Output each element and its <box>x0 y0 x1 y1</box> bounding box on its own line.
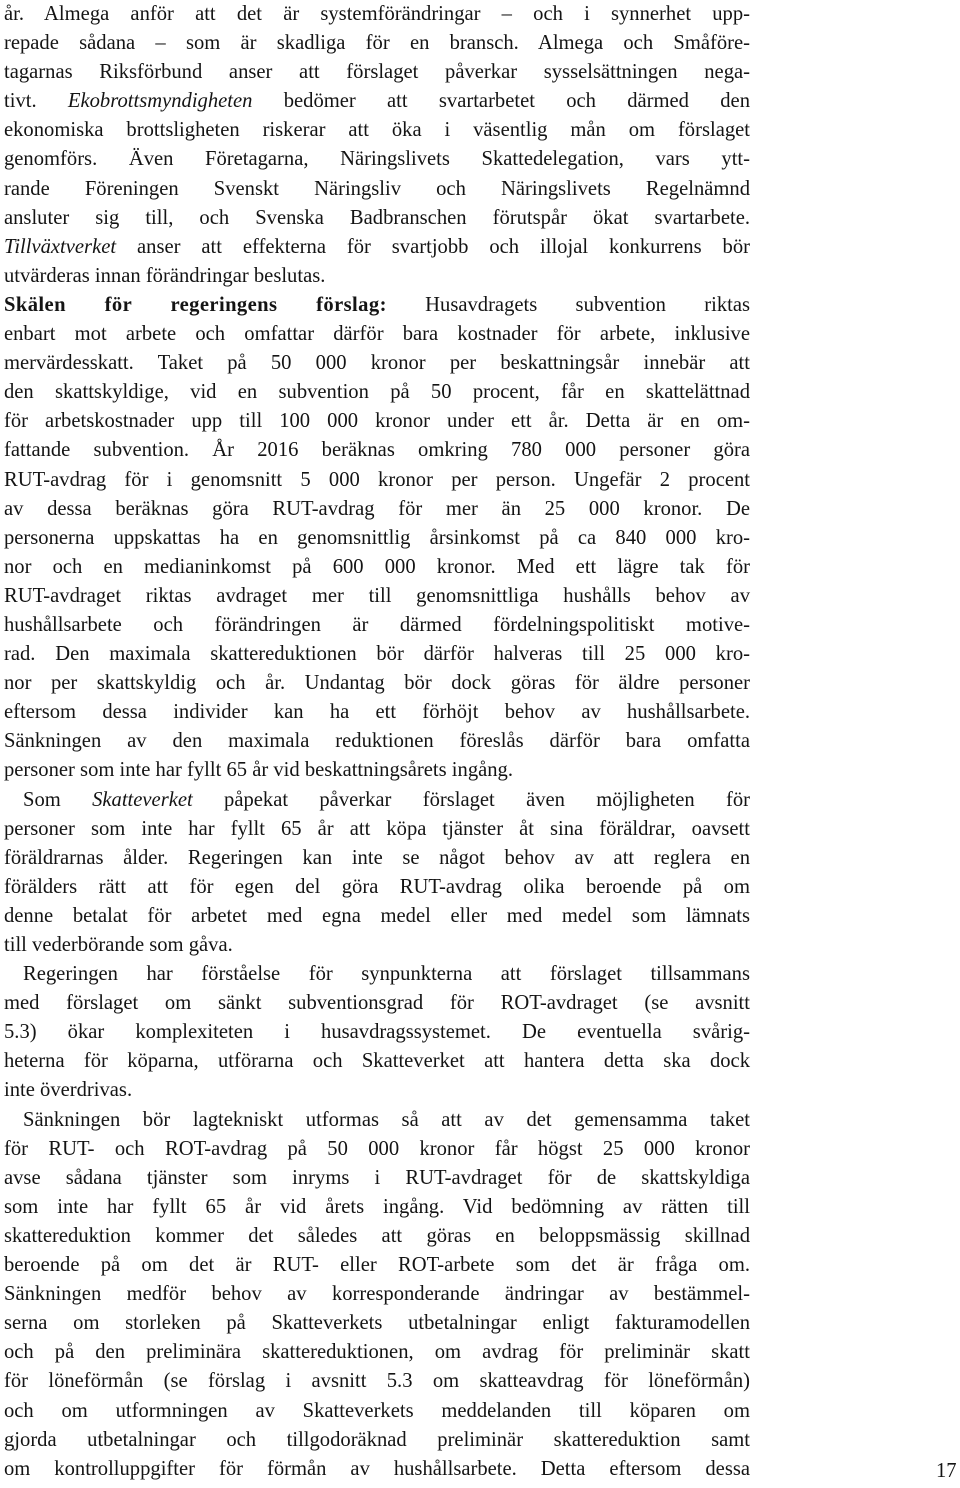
text-line: personer som inte har fyllt 65 år att köpa tjänster åt sina föräldrar, oavsett <box>4 817 750 840</box>
text-line: tagarnas Riksförbund anser att förslaget påverkar sysselsättningen nega- <box>4 61 750 84</box>
text-line: förälders rätt att för egen del göra RUT-avdrag olika beroende på om <box>4 875 750 898</box>
page-number: 17 <box>936 1460 957 1482</box>
text-line: föräldrarnas ålder. Regeringen kan inte se något behov av att reglera en <box>4 846 750 869</box>
text-line: Som Skatteverket påpekat påverkar förslaget även möjligheten för <box>23 788 750 811</box>
agency-name: Skatteverket <box>92 788 193 811</box>
body-text <box>4 0 750 1484</box>
text-line: för arbetskostnader upp till 100 000 kronor under ett år. Detta är en om- <box>4 410 750 433</box>
text-line: av dessa beräknas göra RUT-avdrag för mer än 25 000 kronor. De <box>4 497 750 520</box>
text-line: denne betalat för arbetet med egna medel eller med medel som lämnats <box>4 904 750 927</box>
text-line: Sänkningen medför behov av korresponderande ändringar av bestämmel- <box>4 1283 750 1306</box>
text-line: och om utformningen av Skatteverkets meddelanden till köparen om <box>4 1399 750 1422</box>
text-line: mervärdesskatt. Taket på 50 000 kronor per beskattningsår innebär att <box>4 352 750 375</box>
text-line: RUT-avdraget riktas avdraget mer till genomsnittliga hushålls behov av <box>4 584 750 607</box>
text-line: personerna uppskattas ha en genomsnittlig årsinkomst på ca 840 000 kro- <box>4 526 750 549</box>
text-line: tivt. Ekobrottsmyndigheten bedömer att svartarbetet och därmed den <box>4 90 750 113</box>
text-line: Regeringen har förståelse för synpunkterna att förslaget tillsammans <box>23 963 750 986</box>
text-line: rande Föreningen Svenskt Näringsliv och Näringslivets Regelnämnd <box>4 177 750 200</box>
text-line: gjorda utbetalningar och tillgodoräknad preliminär skattereduktion samt <box>4 1428 750 1451</box>
text-line: beroende på om det är RUT- eller ROT-arbete som det är fråga om. <box>4 1254 750 1277</box>
text-line: Sänkningen bör lagtekniskt utformas så att av det gemensamma taket <box>23 1108 750 1131</box>
text-line: hushållsarbete och förändringen är därmed fördelningspolitiskt motive- <box>4 613 750 636</box>
text-line: Tillväxtverket anser att effekterna för svartjobb och illojal konkurrens bör <box>4 235 750 258</box>
agency-name: Tillväxtverket <box>4 235 117 258</box>
text-line: personer som inte har fyllt 65 år vid beskattningsårets ingång. <box>4 759 514 782</box>
text-line: utvärderas innan förändringar beslutas. <box>4 264 326 287</box>
text-line: skattereduktion kommer det således att göras en beloppsmässig skillnad <box>4 1224 750 1247</box>
text-line: heterna för köparna, utförarna och Skatteverket att hantera detta ska dock <box>4 1050 750 1073</box>
reasons-heading: Skälen för regeringens förslag: <box>4 293 387 316</box>
agency-name: Ekobrottsmyndigheten <box>67 90 253 113</box>
text-line: år. Almega anför att det är systemförändringar – och i synnerhet upp- <box>4 3 750 25</box>
text-line: 5.3) ökar komplexiteten i husavdragssystemet. De eventuella svårig- <box>4 1021 750 1044</box>
text-line: rad. Den maximala skattereduktionen bör därför halveras till 25 000 kro- <box>4 643 750 666</box>
text-line: den skattskyldige, vid en subvention på 50 procent, får en skattelättnad <box>4 381 750 404</box>
text-line: som inte har fyllt 65 år vid årets ingång. Vid bedömning av rätten till <box>4 1195 750 1218</box>
text-line: repade sådana – som är skadliga för en bransch. Almega och Småföre- <box>4 32 750 55</box>
text-line: RUT-avdrag för i genomsnitt 5 000 kronor per person. Ungefär 2 procent <box>4 468 750 491</box>
text-line: genomförs. Även Företagarna, Näringslivets Skattedelegation, vars ytt- <box>4 148 750 171</box>
text-line: nor och en medianinkomst på 600 000 kronor. Med ett lägre tak för <box>4 555 750 578</box>
text-line: serna om storleken på Skatteverkets utbetalningar enligt fakturamodellen <box>4 1312 750 1335</box>
text-line: enbart mot arbete och omfattar därför bara kostnader för arbete, inklusive <box>4 323 750 346</box>
text-line: Sänkningen av den maximala reduktionen föreslås därför bara omfatta <box>4 730 750 753</box>
text-line: för löneförmån (se förslag i avsnitt 5.3 om skatteavdrag för löneförmån) <box>4 1370 750 1393</box>
text-line: ekonomiska brottsligheten riskerar att öka i väsentlig mån om förslaget <box>4 119 750 142</box>
text-line: för RUT- och ROT-avdrag på 50 000 kronor får högst 25 000 kronor <box>4 1137 750 1160</box>
text-line: inte överdrivas. <box>4 1079 133 1102</box>
text-line: nor per skattskyldig och år. Undantag bör dock göras för äldre personer <box>4 672 750 695</box>
text-line: om kontrolluppgifter för förmån av hushållsarbete. Detta eftersom dessa <box>4 1457 750 1480</box>
text-line: med förslaget om sänkt subventionsgrad för ROT-avdraget (se avsnitt <box>4 992 750 1015</box>
text-line: till vederbörande som gåva. <box>4 934 233 956</box>
section-heading-line: Skälen för regeringens förslag: Husavdragets subvention riktas <box>4 293 751 316</box>
text-line: eftersom dessa individer kan ha ett förhöjt behov av hushållsarbete. <box>4 701 750 724</box>
text-line: fattande subvention. År 2016 beräknas omkring 780 000 personer göra <box>4 439 750 462</box>
text-line: avse sådana tjänster som inryms i RUT-avdraget för de skattskyldiga <box>4 1166 750 1189</box>
text-line: och på den preliminära skattereduktionen, om avdrag för preliminär skatt <box>4 1341 750 1364</box>
text-line: ansluter sig till, och Svenska Badbranschen förutspår ökat svartarbete. <box>4 206 750 229</box>
